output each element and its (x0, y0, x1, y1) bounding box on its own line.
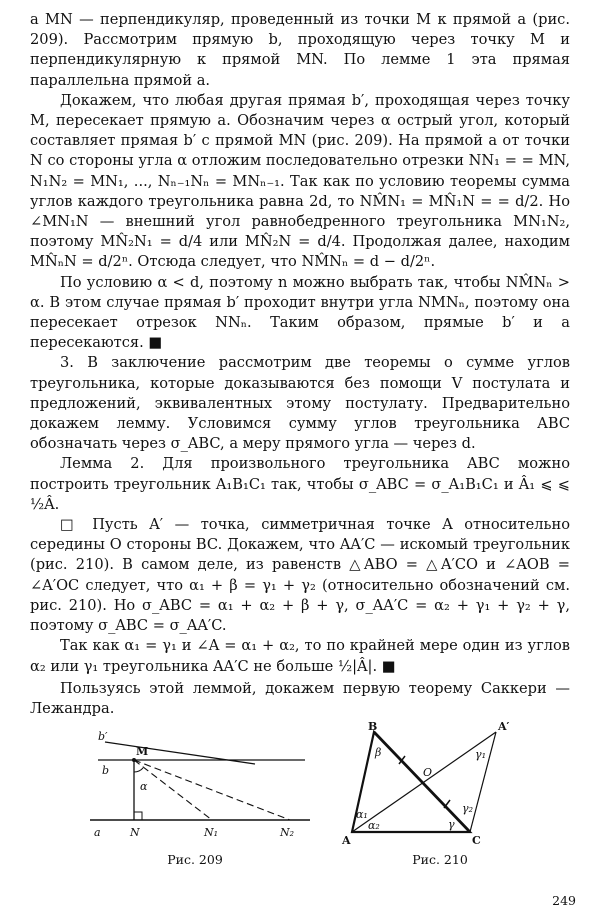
segment-MN2 (134, 760, 290, 820)
right-angle-mark (134, 812, 142, 820)
label-N1: N₁ (204, 826, 219, 839)
label-beta: β (375, 746, 382, 759)
label-alpha: α (140, 780, 148, 793)
label-M: M (136, 745, 149, 758)
label-alpha1: α₁ (356, 808, 368, 821)
label-A-prime: A′ (498, 720, 510, 733)
label-A: A (342, 834, 351, 847)
proof-conclusion: Так как α₁ = γ₁ и ∠A = α₁ + α₂, то по крайней мере один из углов α₂ или γ₁ треугольника AA′C не больше ½|Â|. ■ (30, 637, 570, 675)
label-a: a (94, 826, 101, 839)
figure-210-caption: Рис. 210 (412, 852, 468, 867)
lemma-2: Лемма 2. Для произвольного треугольника ABC можно построить треугольник A₁B₁C₁ так, чтобы σ_ABC = σ_A₁B₁C₁ и Â₁ ⩽ ⩽ ½Â. (30, 455, 570, 513)
angle-alpha-arc (134, 768, 143, 772)
paragraph-1: а MN — перпендикуляр, проведенный из точки M к прямой a (рис. 209). Рассмотрим прямую b, проходящую через точку M и перпендикулярную к прямой MN. По лемме 1 эта прямая параллельна прямой a. (30, 11, 570, 89)
figure-209 (80, 728, 320, 848)
figure-209-caption: Рис. 209 (167, 852, 223, 867)
figure-210 (340, 720, 530, 848)
label-B: B (368, 720, 378, 733)
page-number: 249 (552, 893, 576, 908)
label-C: C (472, 834, 481, 847)
label-O: O (423, 766, 433, 779)
label-b-prime: b′ (98, 730, 108, 743)
body-text (30, 10, 570, 719)
line-b-prime (105, 742, 255, 764)
label-N2: N₂ (280, 826, 295, 839)
segment-BC (374, 732, 470, 832)
paragraph-2: Докажем, что любая другая прямая b′, проходящая через точку M, пересекает прямую a. Обозначим через α острый угол, который составляет прямая b′ с прямой MN (рис. 209). На прямой a от точки N со стороны угла α отложим последовательно отрезки NN₁ = = MN, N₁N₂ = MN₁, ..., Nₙ₋₁Nₙ = MNₙ₋₁. Так как по условию теоремы сумма углов каждого треугольника равна 2d, то NM̂N₁ = MN̂₁N = = d/2. Но ∠MN₁N — внешний угол равнобедренного треугольника MN₁N₂, поэтому MN̂₂N₁ = d/4 или MN̂₂N = d/4. Продолжая далее, находим MN̂ₙN = d/2ⁿ. Отсюда следует, что NM̂Nₙ = d − d/2ⁿ. (30, 91, 570, 271)
paragraph-3: По условию α < d, поэтому n можно выбрать так, чтобы NM̂Nₙ > α. В этом случае прямая b′ проходит внутри угла NMNₙ, поэтому она пересекает отрезок NNₙ. Таким образом, прямые b′ и a пересекаются. ■ (30, 273, 570, 352)
label-N: N (130, 826, 140, 839)
label-gamma2: γ₂ (462, 802, 473, 815)
closing-paragraph: Пользуясь этой леммой, докажем первую теорему Саккери — Лежандра. (30, 679, 570, 717)
label-b: b (102, 764, 110, 777)
label-alpha2: α₂ (368, 819, 380, 832)
paragraph-4: 3. В заключение рассмотрим две теоремы о сумме углов треугольника, которые доказываются без помощи V постулата и предложений, эквивалентных этому постулату. Предварительно докажем лемму. Условимся сумму углов треугольника ABC обозначать через σ_ABC, а меру прямого угла — через d. (30, 354, 570, 453)
proof-paragraph: □ Пусть A′ — точка, симметричная точке A относительно середины O стороны BC. Докажем, что AA′C — искомый треугольник (рис. 210). В самом деле, из равенств △ABO = △A′CO и ∠AOB = ∠A′OC следует, что α₁ + β = γ₁ + γ₂ (относительно обозначений см. рис. 210). Но σ_ABC = α₁ + α₂ + β + γ, σ_AA′C = α₂ + γ₁ + γ₂ + γ, поэтому σ_ABC = σ_AA′C. (30, 516, 570, 635)
point-M (132, 758, 136, 762)
triangle-ABC (352, 732, 470, 832)
label-gamma: γ (448, 818, 455, 831)
label-gamma1: γ₁ (475, 748, 486, 761)
